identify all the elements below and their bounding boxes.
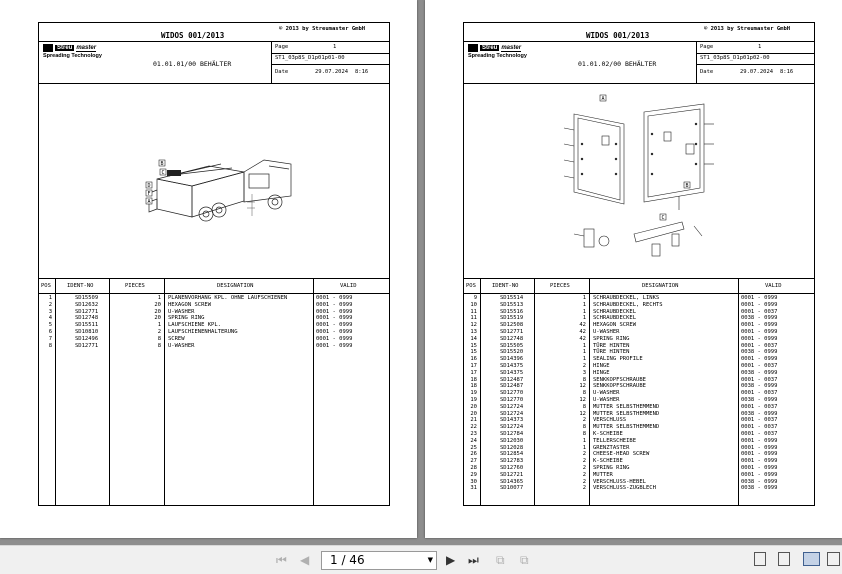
file-code: ST1_03p8S_D1p01p02-00 [700, 55, 770, 61]
table-row [39, 329, 389, 336]
pieces-cell: 8 [157, 335, 161, 342]
pos-cell: 15 [470, 342, 477, 349]
ident-no-cell: SD15519 [500, 315, 524, 322]
table-row [464, 411, 814, 418]
table-row [464, 465, 814, 472]
ident-no-cell: SD15511 [75, 322, 99, 329]
table-row [464, 451, 814, 458]
pieces-cell: 2 [582, 451, 586, 458]
ident-no-cell: SD12724 [500, 410, 524, 417]
pos-cell: 23 [470, 430, 477, 437]
ident-no-cell: SD12487 [500, 383, 524, 390]
table-row [39, 336, 389, 343]
valid-cell: 0038 - 0999 [741, 349, 778, 356]
pieces-cell: 1 [157, 322, 161, 329]
ident-no-cell: SD14365 [500, 478, 524, 485]
svg-text:A: A [601, 96, 605, 102]
ident-no-cell: SD12760 [500, 464, 524, 471]
logo-mark-icon [468, 44, 478, 52]
valid-cell: 0001 - 0999 [316, 342, 353, 349]
pos-cell: 18 [470, 383, 477, 390]
pieces-cell: 12 [579, 410, 586, 417]
designation-cell: MUTTER SELBSTHEMMEND [593, 403, 660, 410]
table-row [464, 390, 814, 397]
designation-cell: SENKKOPFSCHRAUBE [593, 376, 646, 383]
valid-cell: 0038 - 0999 [741, 410, 778, 417]
ident-no-cell: SD15516 [500, 308, 524, 315]
pos-cell: 2 [48, 301, 52, 308]
sheet-header [39, 23, 389, 84]
valid-cell: 0001 - 0999 [316, 335, 353, 342]
designation-cell: CHEESE-HEAD SCREW [593, 451, 650, 458]
pos-cell: 15 [470, 349, 477, 356]
pieces-cell: 8 [582, 430, 586, 437]
pieces-cell: 8 [582, 424, 586, 431]
table-row [39, 343, 389, 350]
last-page-icon[interactable]: ⏭ [468, 553, 479, 567]
valid-cell: 0001 - 0999 [316, 295, 353, 301]
pos-cell: 12 [470, 322, 477, 329]
catalog-title: WIDOS 001/2013 [586, 31, 650, 40]
valid-cell: 0001 - 0037 [741, 417, 778, 424]
page-number-select[interactable]: 1 / 46 ▼ [321, 551, 437, 570]
valid-cell: 0001 - 0999 [741, 301, 778, 308]
ident-no-cell: SD12748 [75, 315, 99, 322]
valid-cell: 0001 - 0999 [741, 335, 778, 342]
valid-cell: 0001 - 0999 [316, 315, 353, 322]
pos-cell: 9 [473, 295, 477, 301]
designation-cell: TÜRE HINTEN [593, 349, 630, 356]
ident-no-cell: SD12783 [500, 458, 524, 465]
valid-cell: 0001 - 0999 [316, 301, 353, 308]
ident-no-cell: SD14375 [500, 362, 524, 369]
valid-cell: 0001 - 0999 [741, 356, 778, 363]
designation-cell: TÜRE HINTEN [593, 342, 630, 349]
table-row [39, 295, 389, 302]
ident-no-cell: SD15509 [75, 295, 99, 301]
pos-cell: 13 [470, 328, 477, 335]
pos-cell: 19 [470, 390, 477, 397]
valid-cell: 0001 - 0999 [741, 464, 778, 471]
parts-sheet [463, 22, 815, 506]
two-page-continuous-view-icon[interactable] [827, 552, 840, 566]
table-row [39, 302, 389, 309]
page-label: Page 1 [275, 44, 337, 50]
ident-no-cell: SD12784 [500, 430, 524, 437]
designation-cell: PLANENVORHANG KPL. OHNE LAUFSCHIENEN [168, 295, 288, 301]
ident-no-cell: SD14373 [500, 417, 524, 424]
designation-cell: TELLERSCHEIBE [593, 437, 637, 444]
designation-cell: VERSCHLUSS [593, 417, 627, 424]
ident-no-cell: SD14396 [500, 356, 524, 363]
table-row [464, 322, 814, 329]
copyright: © 2013 by Streumaster GmbH [279, 26, 366, 32]
svg-text:A: A [147, 199, 151, 205]
pos-cell: 18 [470, 376, 477, 383]
pos-cell: 14 [470, 335, 477, 342]
svg-text:D: D [147, 183, 151, 189]
pos-cell: 24 [470, 437, 477, 444]
table-row [464, 417, 814, 424]
designation-cell: LAUFSCHIENENHALTERUNG [168, 328, 238, 335]
designation-cell: SCHRAUBDECKEL [593, 308, 637, 315]
table-row [39, 315, 389, 322]
pos-cell: 30 [470, 478, 477, 485]
pieces-cell: 2 [157, 328, 161, 335]
table-row [464, 336, 814, 343]
date-row: Date 29.07.2024 8:16 [700, 69, 794, 75]
designation-cell: MUTTER SELBSTHEMMEND [593, 424, 660, 431]
ident-no-cell: SD15520 [500, 349, 524, 356]
pieces-cell: 8 [157, 342, 161, 349]
designation-cell: K-SCHEIBE [593, 430, 623, 437]
pieces-cell: 2 [582, 362, 586, 369]
pieces-cell: 2 [582, 417, 586, 424]
table-row [464, 295, 814, 302]
pieces-cell: 20 [154, 308, 161, 315]
ident-no-cell: SD12721 [500, 471, 524, 478]
ident-no-cell: SD12496 [75, 335, 99, 342]
table-row [39, 309, 389, 316]
table-row [464, 404, 814, 411]
designation-cell: SPRING RING [168, 315, 205, 322]
valid-cell: 0001 - 0999 [316, 328, 353, 335]
pos-cell: 31 [470, 485, 477, 492]
pieces-cell: 1 [582, 301, 586, 308]
previous-page-icon[interactable]: ◀ [300, 553, 310, 567]
pieces-cell: 42 [579, 322, 586, 329]
valid-cell: 0001 - 0999 [741, 437, 778, 444]
cover-and-door-drawing [464, 84, 814, 279]
logo-mark-icon [43, 44, 53, 52]
table-header: POS IDENT-NO PIECES DESIGNATION VALID [39, 279, 389, 294]
pieces-cell: 8 [582, 403, 586, 410]
designation-cell: MUTTER [593, 471, 613, 478]
pieces-cell: 8 [582, 376, 586, 383]
pos-cell: 11 [470, 315, 477, 322]
valid-cell: 0001 - 0999 [741, 471, 778, 478]
pos-cell: 21 [470, 417, 477, 424]
pieces-cell: 12 [579, 383, 586, 390]
ident-no-cell: SD12770 [500, 390, 524, 397]
rotate-icon[interactable]: ⧉ [496, 553, 505, 567]
table-row [464, 315, 814, 322]
valid-cell: 0038 - 0999 [741, 485, 778, 492]
pieces-cell: 1 [582, 295, 586, 301]
table-row [464, 370, 814, 377]
pieces-cell: 2 [582, 485, 586, 492]
table-row [464, 397, 814, 404]
designation-cell: MUTTER SELBSTHEMMEND [593, 410, 660, 417]
pieces-cell: 1 [582, 308, 586, 315]
page-label: Page 1 [700, 44, 762, 50]
pieces-cell: 20 [154, 301, 161, 308]
pieces-cell: 42 [579, 335, 586, 342]
parts-table [464, 279, 814, 505]
designation-cell: GRENZTASTER [593, 444, 630, 451]
pieces-cell: 2 [582, 478, 586, 485]
pos-cell: 10 [470, 301, 477, 308]
valid-cell: 0001 - 0999 [741, 444, 778, 451]
designation-cell: SPRING RING [593, 464, 630, 471]
pos-cell: 22 [470, 424, 477, 431]
pieces-cell: 2 [582, 464, 586, 471]
ident-no-cell: SD15513 [500, 301, 524, 308]
designation-cell: SEALING PROFILE [593, 356, 643, 363]
pieces-cell: 1 [582, 444, 586, 451]
pieces-cell: 20 [154, 315, 161, 322]
designation-cell: SCHRAUBDECKEL [593, 315, 637, 322]
ident-no-cell: SD12508 [500, 322, 524, 329]
pdf-page-2 [425, 0, 842, 538]
ident-no-cell: SD14375 [500, 369, 524, 376]
table-row [464, 431, 814, 438]
valid-cell: 0038 - 0999 [741, 396, 778, 403]
svg-text:C: C [161, 170, 165, 176]
pieces-cell: 1 [582, 356, 586, 363]
table-row [464, 479, 814, 486]
valid-cell: 0001 - 0037 [741, 430, 778, 437]
assembly-title: 01.01.02/00 BEHÄLTER [578, 60, 657, 68]
catalog-title: WIDOS 001/2013 [161, 31, 225, 40]
ident-no-cell: SD12854 [500, 451, 524, 458]
pos-cell: 27 [470, 458, 477, 465]
table-row [464, 363, 814, 370]
pos-cell: 4 [48, 315, 52, 322]
pos-cell: 5 [48, 322, 52, 329]
valid-cell: 0001 - 0037 [741, 390, 778, 397]
pieces-cell: 2 [582, 471, 586, 478]
streumaster-logo: Streu master Spreading Technology [43, 44, 102, 59]
pos-cell: 1 [48, 295, 52, 301]
table-header: POS IDENT-NO PIECES DESIGNATION VALID [464, 279, 814, 294]
pos-cell: 11 [470, 308, 477, 315]
table-row [464, 349, 814, 356]
fit-icon[interactable]: ⧉ [520, 553, 529, 567]
valid-cell: 0038 - 0999 [741, 383, 778, 390]
ident-no-cell: SD12771 [75, 342, 99, 349]
sheet-header [464, 23, 814, 84]
ident-no-cell: SD12030 [500, 437, 524, 444]
ident-no-cell: SD12724 [500, 403, 524, 410]
valid-cell: 0038 - 0999 [741, 315, 778, 322]
table-rows [39, 295, 389, 349]
valid-cell: 0001 - 0999 [316, 308, 353, 315]
pieces-cell: 8 [582, 390, 586, 397]
assembly-title: 01.01.01/00 BEHÄLTER [153, 60, 232, 68]
valid-cell: 0038 - 0999 [741, 369, 778, 376]
designation-cell: U-WASHER [168, 342, 195, 349]
pos-cell: 17 [470, 362, 477, 369]
table-row [464, 445, 814, 452]
pieces-cell: 1 [582, 315, 586, 322]
designation-cell: HEXAGON SCREW [168, 301, 212, 308]
valid-cell: 0001 - 0999 [741, 295, 778, 301]
designation-cell: VERSCHLUSS-HEBEL [593, 478, 646, 485]
designation-cell: HINGE [593, 362, 610, 369]
svg-text:C: C [661, 215, 665, 221]
ident-no-cell: SD10077 [500, 485, 524, 492]
file-code: ST1_03p8S_D1p01p01-00 [275, 55, 345, 61]
ident-no-cell: SD12028 [500, 444, 524, 451]
svg-text:F: F [147, 191, 151, 197]
pieces-cell: 1 [582, 437, 586, 444]
pos-cell: 3 [48, 308, 52, 315]
designation-cell: K-SCHEIBE [593, 458, 623, 465]
pos-cell: 26 [470, 451, 477, 458]
pos-cell: 16 [470, 356, 477, 363]
truck-body-drawing [39, 84, 389, 279]
valid-cell: 0001 - 0037 [741, 403, 778, 410]
table-rows [464, 295, 814, 492]
table-row [464, 377, 814, 384]
valid-cell: 0001 - 0999 [741, 451, 778, 458]
designation-cell: SENKKOPFSCHRAUBE [593, 383, 646, 390]
pieces-cell: 12 [579, 396, 586, 403]
pieces-cell: 2 [582, 458, 586, 465]
pos-cell: 19 [470, 396, 477, 403]
table-row [464, 302, 814, 309]
designation-cell: LAUFSCHIENE KPL. [168, 322, 221, 329]
table-row [464, 438, 814, 445]
single-page-view-icon[interactable] [754, 552, 766, 566]
ident-no-cell: SD12632 [75, 301, 99, 308]
valid-cell: 0001 - 0037 [741, 342, 778, 349]
ident-no-cell: SD12771 [75, 308, 99, 315]
svg-text:B: B [685, 183, 689, 189]
pos-cell: 17 [470, 369, 477, 376]
date-row: Date 29.07.2024 8:16 [275, 69, 369, 75]
valid-cell: 0001 - 0037 [741, 424, 778, 431]
designation-cell: SCHRAUBDECKEL, LINKS [593, 295, 660, 301]
pieces-cell: 1 [582, 342, 586, 349]
designation-cell: U-WASHER [593, 396, 620, 403]
parts-table [39, 279, 389, 505]
valid-cell: 0001 - 0037 [741, 376, 778, 383]
table-row [464, 383, 814, 390]
ident-no-cell: SD10810 [75, 328, 99, 335]
table-row [464, 424, 814, 431]
ident-no-cell: SD12771 [500, 328, 524, 335]
pos-cell: 6 [48, 328, 52, 335]
designation-cell: HINGE [593, 369, 610, 376]
table-row [464, 458, 814, 465]
table-row [464, 309, 814, 316]
valid-cell: 0038 - 0999 [741, 478, 778, 485]
parts-sheet [38, 22, 390, 506]
first-page-icon[interactable]: ⏮ [276, 553, 287, 567]
pdf-page-1 [0, 0, 417, 538]
ident-no-cell: SD12724 [500, 424, 524, 431]
valid-cell: 0001 - 0037 [741, 308, 778, 315]
designation-cell: SCREW [168, 335, 185, 342]
valid-cell: 0001 - 0037 [741, 362, 778, 369]
table-row [464, 343, 814, 350]
next-page-icon[interactable]: ▶ [446, 553, 456, 567]
pieces-cell: 1 [582, 349, 586, 356]
pos-cell: 25 [470, 444, 477, 451]
ident-no-cell: SD12770 [500, 396, 524, 403]
copyright: © 2013 by Streumaster GmbH [704, 26, 791, 32]
streumaster-logo: Streu master Spreading Technology [468, 44, 527, 59]
continuous-view-icon[interactable] [778, 552, 790, 566]
valid-cell: 0001 - 0999 [741, 322, 778, 329]
pos-cell: 8 [48, 342, 52, 349]
designation-cell: SCHRAUBDECKEL, RECHTS [593, 301, 663, 308]
table-row [464, 329, 814, 336]
ident-no-cell: SD12487 [500, 376, 524, 383]
pos-cell: 20 [470, 403, 477, 410]
table-row [464, 356, 814, 363]
table-row [464, 485, 814, 492]
pieces-cell: 3 [582, 369, 586, 376]
pos-cell: 29 [470, 471, 477, 478]
designation-cell: HEXAGON SCREW [593, 322, 637, 329]
table-row [464, 472, 814, 479]
ident-no-cell: SD15505 [500, 342, 524, 349]
designation-cell: SPRING RING [593, 335, 630, 342]
pos-cell: 7 [48, 335, 52, 342]
table-row [39, 322, 389, 329]
ident-no-cell: SD12748 [500, 335, 524, 342]
designation-cell: U-WASHER [168, 308, 195, 315]
designation-cell: U-WASHER [593, 390, 620, 397]
pieces-cell: 42 [579, 328, 586, 335]
valid-cell: 0001 - 0999 [316, 322, 353, 329]
valid-cell: 0001 - 0999 [741, 458, 778, 465]
chevron-down-icon: ▼ [427, 556, 433, 564]
pos-cell: 28 [470, 464, 477, 471]
designation-cell: VERSCHLUSS-ZUGBLECH [593, 485, 656, 492]
two-page-view-icon[interactable] [803, 552, 820, 566]
ident-no-cell: SD15514 [500, 295, 524, 301]
svg-text:B: B [160, 161, 164, 167]
pos-cell: 20 [470, 410, 477, 417]
designation-cell: U-WASHER [593, 328, 620, 335]
viewer-toolbar [0, 545, 842, 574]
valid-cell: 0001 - 0999 [741, 328, 778, 335]
pieces-cell: 1 [157, 295, 161, 301]
